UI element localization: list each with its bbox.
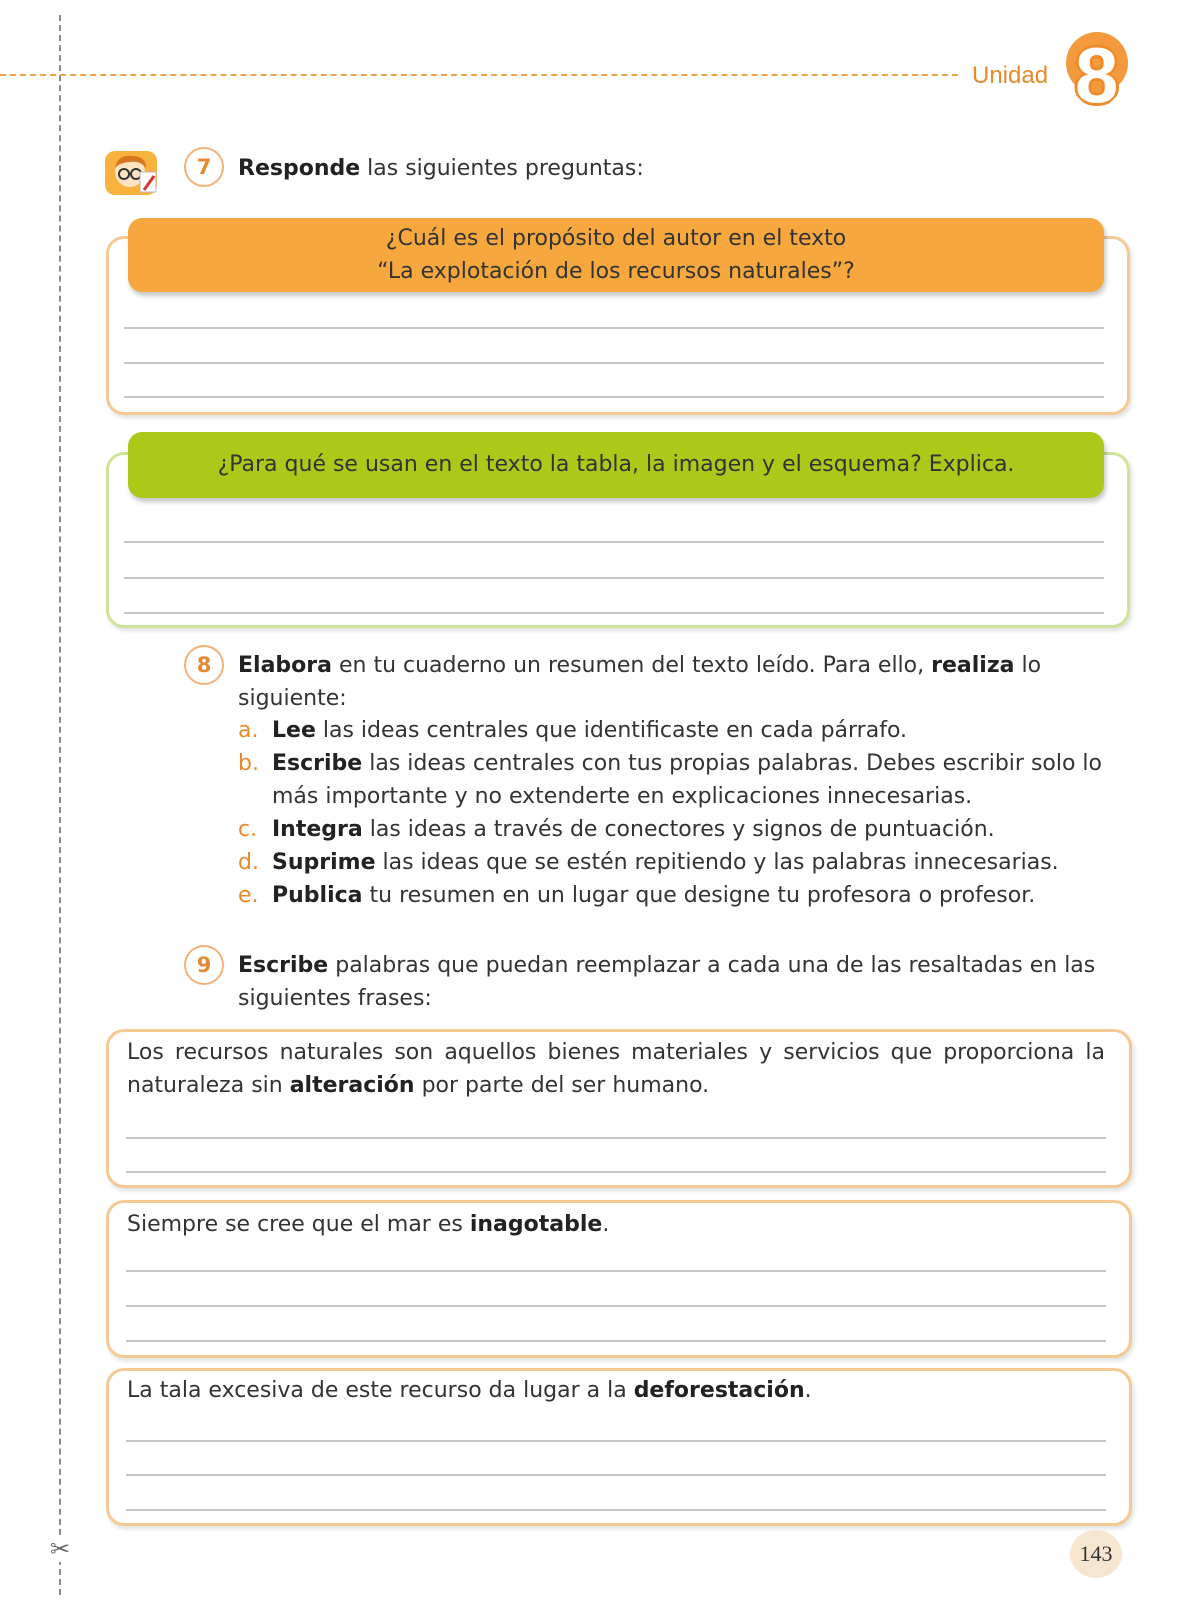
unit-number: 8: [1075, 31, 1119, 119]
list-text: tu resumen en un lugar que designe tu profesora o profesor.: [362, 883, 1036, 908]
sentence-part: Siempre se cree que el mar es: [127, 1212, 470, 1237]
list-verb: Integra: [272, 817, 363, 842]
instruction-text: las siguientes preguntas:: [360, 156, 644, 181]
student-writing-icon: [104, 150, 160, 196]
list-letter: a.: [238, 718, 259, 743]
answer-line[interactable]: [124, 396, 1104, 398]
list-letter: b.: [238, 751, 259, 776]
question-line: “La explotación de los recursos naturales”?: [377, 259, 855, 284]
sentence-text: [127, 1036, 1105, 1102]
question-number-8: 8: [184, 645, 224, 685]
list-text: las ideas que se estén repitiendo y las palabras innecesarias.: [375, 850, 1059, 875]
answer-line[interactable]: [124, 541, 1104, 543]
list-item: [238, 813, 1118, 846]
highlighted-word: inagotable: [469, 1212, 603, 1237]
list-verb: Escribe: [272, 751, 363, 776]
sentence-part: .: [804, 1378, 812, 1403]
answer-line[interactable]: [126, 1440, 1106, 1442]
answer-line[interactable]: [126, 1509, 1106, 1511]
list-item: [238, 879, 1118, 912]
sentence-part: por parte del ser humano.: [414, 1073, 710, 1098]
sentence-text: [127, 1208, 1105, 1241]
highlighted-word: alteración: [289, 1073, 415, 1098]
sentence-part: La tala excesiva de este recurso da lugar a la: [127, 1378, 634, 1403]
answer-line[interactable]: [126, 1171, 1106, 1173]
question-number-7: 7: [184, 147, 224, 187]
answer-line[interactable]: [126, 1137, 1106, 1139]
page-number: 143: [1070, 1530, 1122, 1578]
question-9-instruction: [238, 949, 1118, 1015]
list-letter: d.: [238, 850, 259, 875]
header-divider: [0, 74, 958, 76]
list-verb: Lee: [272, 718, 316, 743]
question-7-instruction: [238, 152, 1118, 185]
question-8-instruction: [238, 649, 1118, 715]
list-text: las ideas centrales con tus propias palabras. Debes escribir solo lo más importante y no extenderte en explicaciones innecesarias.: [272, 751, 1103, 809]
instruction-text: lo siguiente:: [238, 653, 1042, 711]
instruction-verb: Escribe: [238, 953, 329, 978]
list-letter: e.: [238, 883, 259, 908]
sentence-text: [127, 1374, 1105, 1407]
list-letter: c.: [238, 817, 258, 842]
question-banner-resources: ¿Para qué se usan en el texto la tabla, la imagen y el esquema? Explica.: [128, 432, 1104, 498]
answer-line[interactable]: [124, 327, 1104, 329]
list-item: [238, 846, 1118, 879]
list-verb: Publica: [272, 883, 363, 908]
list-text: las ideas centrales que identificaste en cada párrafo.: [315, 718, 908, 743]
sentence-part: Los recursos naturales son aquellos bienes materiales y servicios que proporciona la naturaleza sin: [127, 1040, 1105, 1098]
answer-line[interactable]: [124, 577, 1104, 579]
answer-line[interactable]: [124, 612, 1104, 614]
answer-line[interactable]: [126, 1270, 1106, 1272]
unit-label: Unidad: [972, 62, 1049, 89]
answer-line[interactable]: [126, 1305, 1106, 1307]
answer-line[interactable]: [126, 1340, 1106, 1342]
instruction-text: en tu cuaderno un resumen del texto leído. Para ello,: [331, 653, 932, 678]
list-text: las ideas a través de conectores y signos de puntuación.: [362, 817, 995, 842]
instruction-text: palabras que puedan reemplazar a cada una de las resaltadas en las siguientes frases:: [238, 953, 1096, 1011]
cut-line: [59, 15, 61, 1595]
question-number-9: 9: [184, 945, 224, 985]
question-banner-purpose: [128, 218, 1104, 292]
list-item: [238, 747, 1118, 813]
answer-line[interactable]: [126, 1474, 1106, 1476]
instruction-verb: realiza: [931, 653, 1015, 678]
question-line: ¿Cuál es el propósito del autor en el texto: [385, 226, 847, 251]
scissors-icon: ✂: [50, 1535, 71, 1563]
instruction-verb: Responde: [238, 156, 361, 181]
instruction-verb: Elabora: [238, 653, 332, 678]
summary-steps-list: [238, 714, 1118, 912]
highlighted-word: deforestación: [633, 1378, 805, 1403]
answer-line[interactable]: [124, 362, 1104, 364]
list-item: [238, 714, 1118, 747]
list-verb: Suprime: [272, 850, 376, 875]
sentence-part: .: [602, 1212, 610, 1237]
